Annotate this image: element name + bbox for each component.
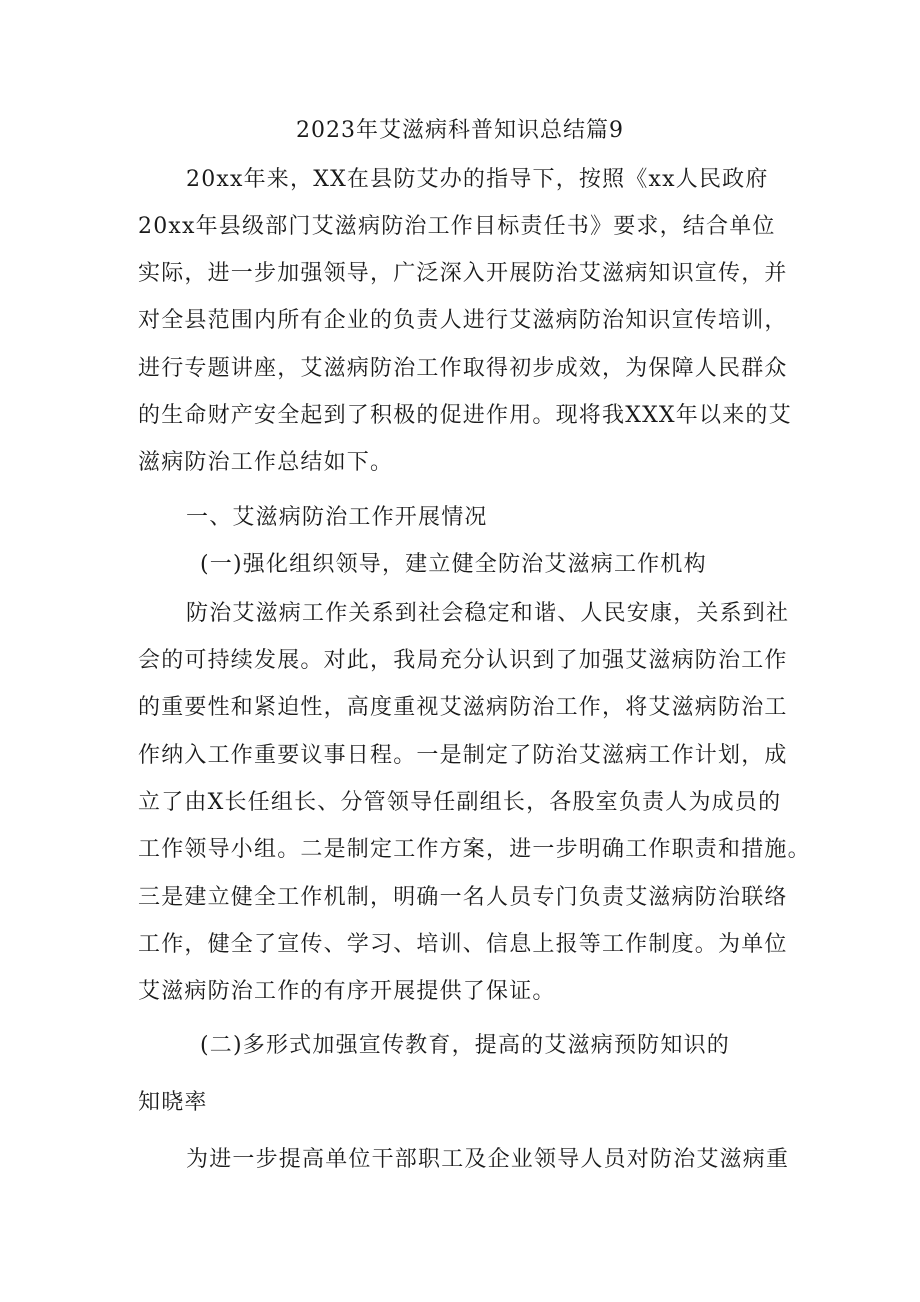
paragraph-line: 的重要性和紧迫性，高度重视艾滋病防治工作，将艾滋病防治工 — [138, 695, 788, 720]
document-title: 2023年艾滋病科普知识总结篇9 — [296, 118, 624, 143]
paragraph-line: 工作，健全了宣传、学习、培训、信息上报等工作制度。为单位 — [138, 932, 788, 957]
paragraph-line: 会的可持续发展。对此，我局充分认识到了加强艾滋病防治工作 — [138, 648, 788, 673]
paragraph-line: 的生命财产安全起到了积极的促进作用。现将我XXX年以来的艾 — [138, 403, 792, 428]
paragraph-line: 对全县范围内所有企业的负责人进行艾滋病防治知识宣传培训， — [138, 308, 788, 333]
paragraph-line: 三是建立健全工作机制，明确一名人员专门负责艾滋病防治联络 — [138, 885, 788, 910]
paragraph-line: 立了由X长任组长、分管领导任副组长，各股室负责人为成员的 — [138, 790, 782, 815]
paragraph-line: 作纳入工作重要议事日程。一是制定了防治艾滋病工作计划，成 — [138, 743, 788, 768]
paragraph-line: 实际，进一步加强领导，广泛深入开展防治艾滋病知识宣传，并 — [138, 261, 788, 286]
paragraph-line: 工作领导小组。二是制定工作方案，进一步明确工作职责和措施。 — [138, 837, 811, 862]
paragraph-line: 滋病防治工作总结如下。 — [138, 450, 394, 475]
paragraph-line: 为进一步提高单位干部职工及企业领导人员对防治艾滋病重 — [186, 1147, 790, 1172]
paragraph-line: 20xx年县级部门艾滋病防治工作目标责任书》要求，结合单位 — [138, 214, 776, 239]
section-heading: 一、艾滋病防治工作开展情况 — [186, 505, 488, 530]
paragraph-line: 20xx年来，XX在县防艾办的指导下，按照《xx人民政府 — [186, 167, 769, 192]
paragraph-line: 艾滋病防治工作的有序开展提供了保证。 — [138, 979, 556, 1004]
subsection-heading-continued: 知晓率 — [138, 1090, 208, 1115]
subsection-heading: (一)强化组织领导，建立健全防治艾滋病工作机构 — [200, 552, 707, 577]
subsection-heading: (二)多形式加强宣传教育，提高的艾滋病预防知识的 — [200, 1033, 730, 1058]
paragraph-line: 防治艾滋病工作关系到社会稳定和谐、人民安康，关系到社 — [186, 601, 790, 626]
paragraph-line: 进行专题讲座，艾滋病防治工作取得初步成效，为保障人民群众 — [138, 356, 788, 381]
